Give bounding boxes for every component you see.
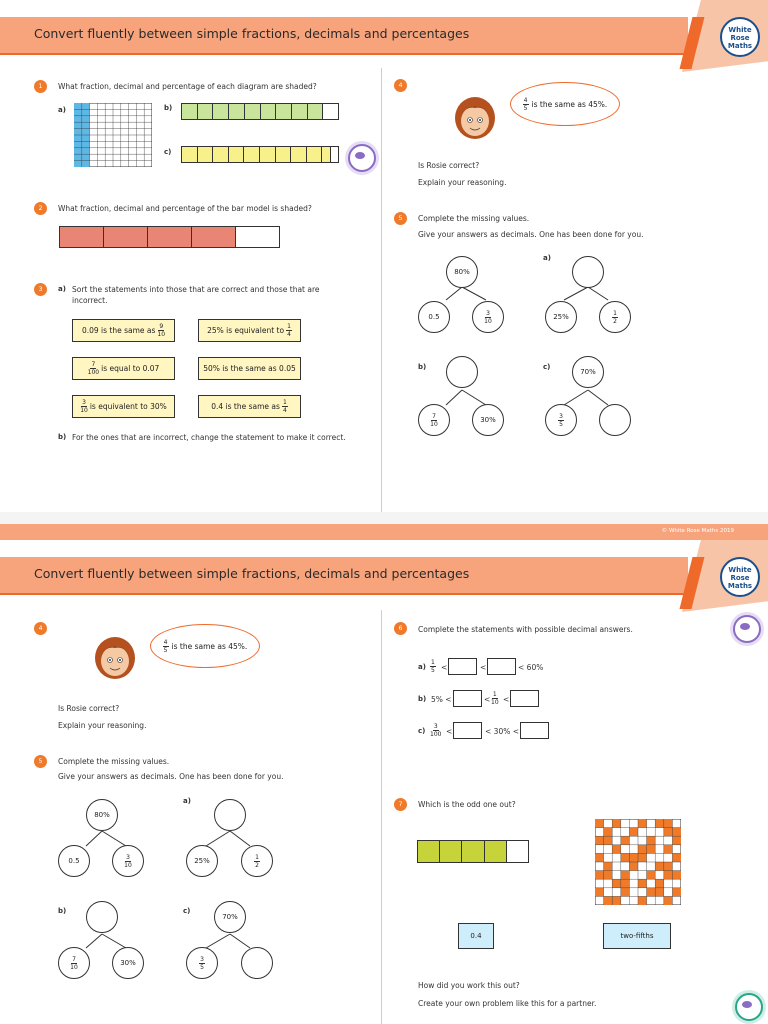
- statement-card[interactable]: [198, 357, 301, 380]
- part-label: c): [164, 148, 172, 156]
- page-title: Convert fluently between simple fractions, decimals and percentages: [34, 26, 470, 41]
- statement-card[interactable]: [72, 357, 175, 380]
- denominator: 5: [200, 963, 204, 971]
- rosie-avatar: [454, 96, 496, 140]
- denominator: 4: [287, 331, 291, 338]
- answer-box[interactable]: [453, 722, 482, 739]
- question-text: Is Rosie correct?: [418, 161, 480, 170]
- worksheet-page-2: [0, 540, 768, 1024]
- inequality-sign: <: [441, 663, 448, 672]
- question-text: Which is the odd one out?: [418, 800, 516, 809]
- bar-model-diagram: [417, 840, 529, 863]
- fraction: [282, 399, 288, 414]
- fraction: [558, 413, 564, 428]
- numerator: 3: [486, 309, 490, 317]
- part-circle: [472, 301, 504, 333]
- fraction: [80, 399, 88, 414]
- fraction: [430, 723, 441, 738]
- part-label: a): [418, 663, 426, 671]
- question-text: Explain your reasoning.: [58, 721, 147, 730]
- question-number: 1: [34, 80, 47, 93]
- question-text: Complete the statements with possible decimal answers.: [418, 625, 633, 634]
- answer-box[interactable]: [448, 658, 477, 675]
- part-circle: 30%: [112, 947, 144, 979]
- part-label: b): [418, 363, 427, 371]
- question-text: Explain your reasoning.: [418, 178, 507, 187]
- fraction: [70, 956, 78, 971]
- part-circle: [112, 845, 144, 877]
- question-text: For the ones that are incorrect, change the statement to make it correct.: [72, 433, 346, 442]
- whole-circle: 80%: [86, 799, 118, 831]
- denominator: 2: [255, 861, 259, 869]
- denominator: 10: [70, 963, 78, 971]
- question-number: 4: [394, 79, 407, 92]
- question-text: How did you work this out?: [418, 981, 520, 990]
- part-circle: [418, 404, 450, 436]
- part-circle: [599, 301, 631, 333]
- logo-word: Rose: [730, 34, 750, 42]
- fraction: [254, 854, 260, 869]
- question-number: 5: [34, 755, 47, 768]
- inequality-middle: < 30% <: [485, 727, 520, 736]
- fraction: [286, 323, 292, 338]
- part-label: b): [164, 104, 173, 112]
- denominator: 5: [163, 646, 168, 654]
- numerator: 3: [559, 412, 563, 420]
- numerator: 7: [432, 412, 436, 420]
- answer-box[interactable]: [510, 690, 539, 707]
- numerator: 3: [126, 853, 130, 861]
- denominator: 5: [431, 667, 435, 674]
- logo-word: Maths: [727, 42, 753, 50]
- page-gap: [0, 512, 768, 524]
- logo-word: White: [728, 566, 752, 574]
- part-circle: [186, 947, 218, 979]
- numerator: 1: [255, 853, 259, 861]
- hint-icon[interactable]: [348, 144, 376, 172]
- question-number: 2: [34, 202, 47, 215]
- numerator: 1: [492, 691, 497, 698]
- hint-icon[interactable]: [733, 615, 761, 643]
- logo-word: White: [728, 26, 752, 34]
- inequality-start: 5% <: [431, 695, 452, 704]
- question-text: Complete the missing values.: [418, 214, 530, 223]
- fraction: [612, 310, 618, 325]
- question-number: 6: [394, 622, 407, 635]
- discussion-icon[interactable]: [735, 993, 763, 1021]
- denominator: 100: [87, 369, 100, 376]
- denominator: 100: [430, 731, 442, 738]
- denominator: 10: [124, 861, 132, 869]
- denominator: 10: [80, 407, 88, 414]
- part-circle: 0.5: [418, 301, 450, 333]
- copyright-text: © White Rose Maths 2019: [661, 528, 734, 534]
- question-text: Is Rosie correct?: [58, 704, 120, 713]
- question-text: Create your own problem like this for a partner.: [418, 999, 597, 1008]
- statement-text: 50% is the same as 0.05: [203, 364, 296, 373]
- part-circle: [545, 404, 577, 436]
- fraction: [199, 956, 205, 971]
- statement-card[interactable]: [198, 319, 301, 342]
- question-text: What fraction, decimal and percentage of each diagram are shaded?: [58, 82, 317, 91]
- numerator: 3: [82, 399, 86, 406]
- speech-bubble: [510, 82, 620, 126]
- part-circle: 25%: [545, 301, 577, 333]
- part-circle: 30%: [472, 404, 504, 436]
- fraction: [523, 97, 529, 112]
- fraction: [484, 310, 492, 325]
- bar-model-diagram: [59, 226, 280, 248]
- speech-bubble: [150, 624, 260, 668]
- statement-text: is equal to 0.07: [101, 364, 160, 373]
- whole-circle-blank[interactable]: [446, 356, 478, 388]
- fraction: [124, 854, 132, 869]
- numerator: 9: [159, 323, 164, 330]
- fraction: [430, 659, 436, 674]
- fraction: [157, 323, 165, 338]
- part-circle: [241, 845, 273, 877]
- numerator: 3: [200, 955, 204, 963]
- part-circle: [58, 947, 90, 979]
- fraction: [491, 691, 499, 706]
- answer-box[interactable]: [487, 658, 516, 675]
- whole-circle-blank[interactable]: [86, 901, 118, 933]
- denominator: 2: [613, 317, 617, 325]
- inequality-sign: <: [484, 695, 491, 704]
- question-text: Give your answers as decimals. One has been done for you.: [418, 230, 644, 239]
- numerator: 1: [287, 323, 291, 330]
- white-rose-maths-logo: [720, 557, 760, 597]
- whole-circle-blank[interactable]: [572, 256, 604, 288]
- part-label: c): [418, 727, 426, 735]
- statement-card[interactable]: [198, 395, 301, 418]
- question-number: 5: [394, 212, 407, 225]
- part-label: a): [58, 106, 66, 114]
- page-title: Convert fluently between simple fractions, decimals and percentages: [34, 566, 470, 581]
- option-card[interactable]: two-fifths: [603, 923, 671, 949]
- part-label: c): [543, 363, 551, 371]
- denominator: 5: [559, 420, 563, 428]
- inequality-sign: <: [503, 695, 510, 704]
- whole-circle: 70%: [572, 356, 604, 388]
- part-label: b): [418, 695, 427, 703]
- question-text: Sort the statements into those that are correct and those that are: [72, 285, 320, 294]
- numerator: 4: [523, 96, 528, 104]
- bar-diagram-yellow: [181, 146, 339, 163]
- statement-text: 25% is equivalent to: [207, 326, 285, 335]
- white-rose-maths-logo: [720, 17, 760, 57]
- denominator: 10: [430, 420, 438, 428]
- part-label: b): [58, 433, 67, 441]
- whole-circle: 80%: [446, 256, 478, 288]
- answer-box[interactable]: [453, 690, 482, 707]
- statement-text: 0.4 is the same as: [211, 402, 280, 411]
- rosie-avatar: [94, 636, 136, 680]
- denominator: 4: [282, 407, 287, 414]
- question-number: 4: [34, 622, 47, 635]
- speech-text: is the same as 45%.: [531, 99, 608, 109]
- column-divider: [381, 610, 382, 1024]
- question-text: Give your answers as decimals. One has been done for you.: [58, 772, 284, 781]
- title-banner: [0, 17, 688, 55]
- whole-circle-blank[interactable]: [214, 799, 246, 831]
- part-label: b): [58, 907, 67, 915]
- numerator: 1: [431, 659, 435, 666]
- fraction: [430, 413, 438, 428]
- footer-bar: [0, 524, 768, 540]
- hundred-grid-diagram: [595, 819, 681, 905]
- fraction: [88, 361, 99, 376]
- fraction: [163, 639, 169, 654]
- part-circle: 0.5: [58, 845, 90, 877]
- title-banner: [0, 557, 688, 595]
- statement-card[interactable]: [72, 319, 175, 342]
- numerator: 1: [282, 399, 287, 406]
- part-label: a): [543, 254, 551, 262]
- speech-text: is the same as 45%.: [171, 641, 248, 651]
- logo-word: Maths: [727, 582, 753, 590]
- question-number: 7: [394, 798, 407, 811]
- inequality-end: < 60%: [518, 663, 544, 672]
- question-number: 3: [34, 283, 47, 296]
- question-text: incorrect.: [72, 296, 108, 305]
- whole-circle: 70%: [214, 901, 246, 933]
- denominator: 5: [523, 104, 528, 112]
- part-circle-blank[interactable]: [599, 404, 631, 436]
- part-label: a): [183, 797, 191, 805]
- denominator: 10: [157, 331, 166, 338]
- part-whole-connectors: [20, 784, 380, 1024]
- question-text: What fraction, decimal and percentage of the bar model is shaded?: [58, 204, 312, 213]
- answer-box[interactable]: [520, 722, 549, 739]
- numerator: 3: [433, 723, 438, 730]
- logo-word: Rose: [730, 574, 750, 582]
- inequality-sign: <: [446, 727, 453, 736]
- part-circle: 25%: [186, 845, 218, 877]
- denominator: 10: [484, 317, 492, 325]
- statement-card[interactable]: [72, 395, 175, 418]
- inequality-sign: <: [480, 663, 487, 672]
- statement-text: is equivalent to 30%: [89, 402, 167, 411]
- option-card[interactable]: 0.4: [458, 923, 494, 949]
- part-label: c): [183, 907, 191, 915]
- question-text: Complete the missing values.: [58, 757, 170, 766]
- numerator: 4: [163, 638, 168, 646]
- numerator: 7: [91, 361, 96, 368]
- bar-diagram-green: [181, 103, 339, 120]
- part-label: a): [58, 285, 66, 293]
- hundred-grid-diagram: [74, 103, 152, 167]
- part-circle-blank[interactable]: [241, 947, 273, 979]
- statement-text: 0.09 is the same as: [81, 326, 156, 335]
- numerator: 7: [72, 955, 76, 963]
- numerator: 1: [613, 309, 617, 317]
- denominator: 10: [491, 699, 499, 706]
